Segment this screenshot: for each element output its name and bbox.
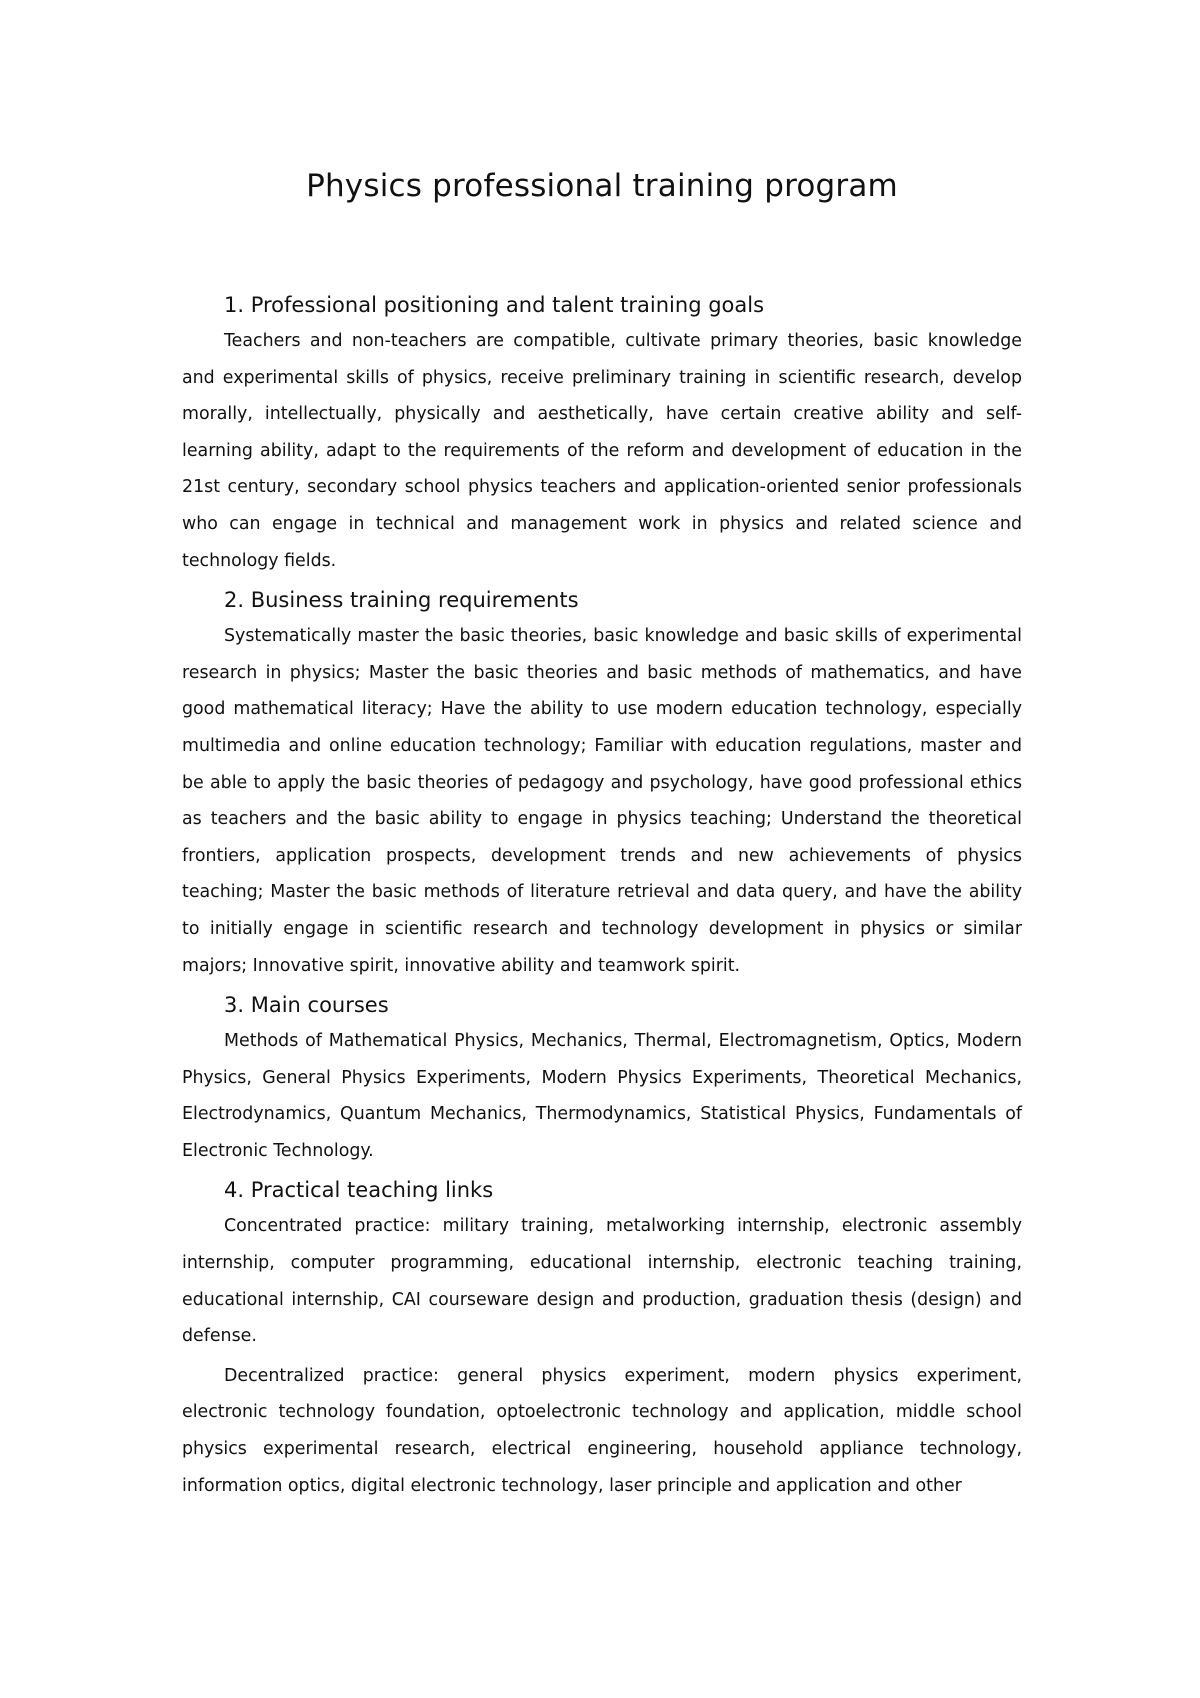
document-body bbox=[182, 287, 1022, 1507]
section-paragraph: Concentrated practice: military training, metalworking internship, electronic assembly internship, computer programming, educational internship, electronic teaching training, educational internship, CAI courseware design and production, graduation thesis (design) and defense. bbox=[182, 1216, 1022, 1347]
section-training-requirements bbox=[182, 582, 1022, 984]
section-paragraph: Decentralized practice: general physics experiment, modern physics experiment, electronic technology foundation, optoelectronic technology and application, middle school physics experimental research, electrical engineering, household appliance technology, information optics, digital electronic technology, laser principle and application and other bbox=[182, 1365, 1022, 1496]
section-practical-teaching bbox=[182, 1172, 1022, 1504]
section-heading: 1. Professional positioning and talent training goals bbox=[224, 293, 765, 317]
section-main-courses bbox=[182, 987, 1022, 1169]
section-paragraph: Teachers and non-teachers are compatible, cultivate primary theories, basic knowledge and experimental skills of physics, receive preliminary training in scientific research, develop morally, intellectually, physically and aesthetically, have certain creative ability and self-learning ability, adapt to the requirements of the reform and development of education in the 21st century, secondary school physics teachers and application-oriented senior professionals who can engage in technical and management work in physics and related science and technology fields. bbox=[182, 331, 1022, 571]
section-positioning-goals bbox=[182, 287, 1022, 579]
document-title: Physics professional training program bbox=[306, 168, 898, 204]
section-paragraph: Methods of Mathematical Physics, Mechanics, Thermal, Electromagnetism, Optics, Modern Physics, General Physics Experiments, Modern Physics Experiments, Theoretical Mechanics, Electrodynamics, Quantum Mechanics, Thermodynamics, Statistical Physics, Fundamentals of Electronic Technology. bbox=[182, 1031, 1022, 1161]
section-heading: 3. Main courses bbox=[224, 993, 389, 1018]
section-heading: 4. Practical teaching links bbox=[224, 1178, 494, 1203]
section-paragraph: Systematically master the basic theories, basic knowledge and basic skills of experimental research in physics; Master the basic theories and basic methods of mathematics, and have good mathematical literacy; Have the ability to use modern education technology, especially multimedia and online education technology; Familiar with education regulations, master and be able to apply the basic theories of pedagogy and psychology, have good professional ethics as teachers and the basic ability to engage in physics teaching; Understand the theoretical frontiers, application prospects, development trends and new achievements of physics teaching; Master the basic methods of literature retrieval and data query, and have the ability to initially engage in scientific research and technology development in physics or similar majors; Innovative spirit, innovative ability and teamwork spirit. bbox=[182, 626, 1022, 976]
section-heading: 2. Business training requirements bbox=[224, 588, 579, 613]
